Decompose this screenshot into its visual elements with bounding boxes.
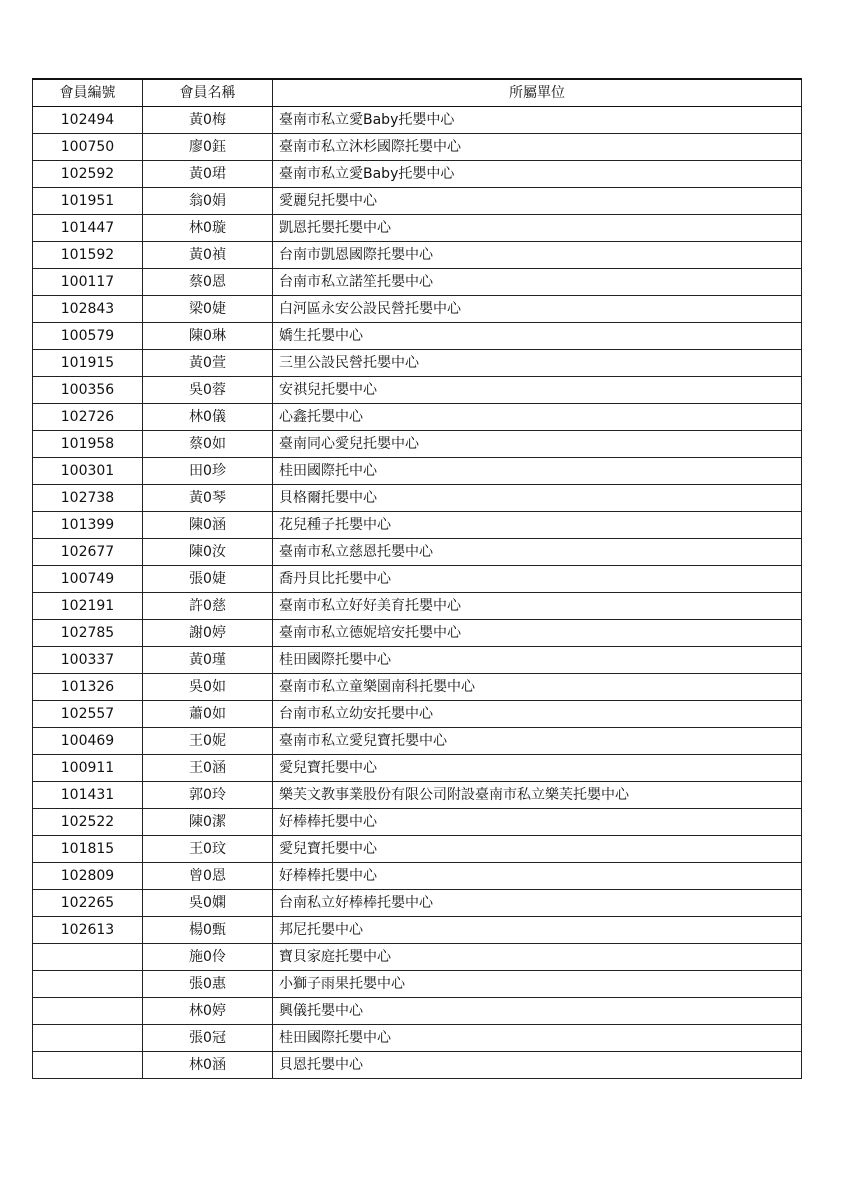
affiliated-unit-cell: 心鑫托嬰中心	[273, 404, 802, 431]
member-name-cell: 黃0瑾	[143, 647, 273, 674]
member-id-cell: 102191	[33, 593, 143, 620]
member-name-cell: 林0璇	[143, 215, 273, 242]
affiliated-unit-cell: 邦尼托嬰中心	[273, 917, 802, 944]
table-row	[33, 701, 802, 728]
member-name-cell: 陳0汝	[143, 539, 273, 566]
member-id-cell: 100337	[33, 647, 143, 674]
member-name-cell: 王0玟	[143, 836, 273, 863]
table-row	[33, 944, 802, 971]
affiliated-unit-cell: 好棒棒托嬰中心	[273, 863, 802, 890]
member-name-cell: 吳0如	[143, 674, 273, 701]
affiliated-unit-cell: 桂田國際托嬰中心	[273, 1025, 802, 1052]
member-id-cell	[33, 944, 143, 971]
member-name-cell: 黃0琴	[143, 485, 273, 512]
affiliated-unit-cell: 臺南市私立童樂園南科托嬰中心	[273, 674, 802, 701]
header-row	[33, 79, 802, 107]
member-id-cell: 102265	[33, 890, 143, 917]
member-id-cell: 102522	[33, 809, 143, 836]
table-row	[33, 107, 802, 134]
member-id-cell: 102613	[33, 917, 143, 944]
table-row	[33, 593, 802, 620]
member-name-cell: 梁0婕	[143, 296, 273, 323]
affiliated-unit-cell: 愛兒寶托嬰中心	[273, 836, 802, 863]
member-name-cell: 郭0玲	[143, 782, 273, 809]
affiliated-unit-cell: 樂芙文教事業股份有限公司附設臺南市私立樂芙托嬰中心	[273, 782, 802, 809]
table-row	[33, 620, 802, 647]
affiliated-unit-cell: 寶貝家庭托嬰中心	[273, 944, 802, 971]
member-name-cell: 蕭0如	[143, 701, 273, 728]
affiliated-unit-cell: 愛麗兒托嬰中心	[273, 188, 802, 215]
table-row	[33, 782, 802, 809]
member-id-cell	[33, 971, 143, 998]
member-id-cell: 101915	[33, 350, 143, 377]
member-id-cell: 100301	[33, 458, 143, 485]
member-id-cell	[33, 1025, 143, 1052]
table-row	[33, 863, 802, 890]
affiliated-unit-cell: 桂田國際托中心	[273, 458, 802, 485]
member-name-cell: 張0婕	[143, 566, 273, 593]
member-name-cell: 曾0恩	[143, 863, 273, 890]
affiliated-unit-cell: 桂田國際托嬰中心	[273, 647, 802, 674]
member-id-cell: 102785	[33, 620, 143, 647]
member-name-cell: 蔡0恩	[143, 269, 273, 296]
affiliated-unit-cell: 愛兒寶托嬰中心	[273, 755, 802, 782]
affiliated-unit-cell: 三里公設民營托嬰中心	[273, 350, 802, 377]
member-id-cell	[33, 998, 143, 1025]
affiliated-unit-cell: 台南市私立諾笙托嬰中心	[273, 269, 802, 296]
member-id-cell: 100117	[33, 269, 143, 296]
table-row	[33, 269, 802, 296]
affiliated-unit-cell: 台南私立好棒棒托嬰中心	[273, 890, 802, 917]
table-row	[33, 755, 802, 782]
affiliated-unit-cell: 好棒棒托嬰中心	[273, 809, 802, 836]
member-name-cell: 張0惠	[143, 971, 273, 998]
table-row	[33, 431, 802, 458]
table-row	[33, 674, 802, 701]
member-id-cell: 101958	[33, 431, 143, 458]
member-id-cell: 102592	[33, 161, 143, 188]
member-id-cell: 102677	[33, 539, 143, 566]
member-name-cell: 吳0蓉	[143, 377, 273, 404]
affiliated-unit-cell: 臺南市私立德妮培安托嬰中心	[273, 620, 802, 647]
table-row	[33, 188, 802, 215]
affiliated-unit-cell: 嬌生托嬰中心	[273, 323, 802, 350]
table-row	[33, 1052, 802, 1079]
member-name-cell: 王0妮	[143, 728, 273, 755]
affiliated-unit-cell: 台南市私立幼安托嬰中心	[273, 701, 802, 728]
member-name-cell: 林0儀	[143, 404, 273, 431]
member-name-cell: 陳0潔	[143, 809, 273, 836]
member-id-cell: 101431	[33, 782, 143, 809]
member-id-cell: 102726	[33, 404, 143, 431]
member-table	[32, 78, 802, 1079]
table-row	[33, 836, 802, 863]
member-name-cell: 陳0涵	[143, 512, 273, 539]
member-id-cell: 101326	[33, 674, 143, 701]
affiliated-unit-cell: 臺南市私立愛兒寶托嬰中心	[273, 728, 802, 755]
member-name-cell: 許0慈	[143, 593, 273, 620]
table-row	[33, 404, 802, 431]
member-id-cell: 100750	[33, 134, 143, 161]
member-id-cell: 101592	[33, 242, 143, 269]
table-row	[33, 350, 802, 377]
affiliated-unit-cell: 花兒種子托嬰中心	[273, 512, 802, 539]
member-id-cell: 100749	[33, 566, 143, 593]
table-row	[33, 512, 802, 539]
member-id-cell	[33, 1052, 143, 1079]
table-row	[33, 647, 802, 674]
member-name-cell: 田0珍	[143, 458, 273, 485]
table-row	[33, 539, 802, 566]
member-id-cell: 101399	[33, 512, 143, 539]
affiliated-unit-cell: 貝格爾托嬰中心	[273, 485, 802, 512]
table-row	[33, 377, 802, 404]
table-row	[33, 917, 802, 944]
table-row	[33, 458, 802, 485]
header-member-name: 會員名稱	[143, 79, 273, 107]
member-name-cell: 林0婷	[143, 998, 273, 1025]
affiliated-unit-cell: 安祺兒托嬰中心	[273, 377, 802, 404]
affiliated-unit-cell: 臺南市私立愛Baby托嬰中心	[273, 161, 802, 188]
affiliated-unit-cell: 白河區永安公設民營托嬰中心	[273, 296, 802, 323]
member-name-cell: 張0冠	[143, 1025, 273, 1052]
table-row	[33, 134, 802, 161]
affiliated-unit-cell: 小獅子雨果托嬰中心	[273, 971, 802, 998]
table-row	[33, 890, 802, 917]
table-row	[33, 809, 802, 836]
member-id-cell: 101447	[33, 215, 143, 242]
table-row	[33, 728, 802, 755]
affiliated-unit-cell: 臺南同心愛兒托嬰中心	[273, 431, 802, 458]
member-id-cell: 102809	[33, 863, 143, 890]
member-id-cell: 102494	[33, 107, 143, 134]
member-id-cell: 102738	[33, 485, 143, 512]
member-name-cell: 黃0禎	[143, 242, 273, 269]
member-name-cell: 黃0梅	[143, 107, 273, 134]
member-id-cell: 100911	[33, 755, 143, 782]
member-name-cell: 陳0琳	[143, 323, 273, 350]
member-id-cell: 102557	[33, 701, 143, 728]
member-id-cell: 100469	[33, 728, 143, 755]
member-id-cell: 101815	[33, 836, 143, 863]
member-name-cell: 施0伶	[143, 944, 273, 971]
table-row	[33, 215, 802, 242]
member-name-cell: 林0涵	[143, 1052, 273, 1079]
member-name-cell: 黃0珺	[143, 161, 273, 188]
member-id-cell: 102843	[33, 296, 143, 323]
member-id-cell: 101951	[33, 188, 143, 215]
table-row	[33, 242, 802, 269]
affiliated-unit-cell: 臺南市私立沐杉國際托嬰中心	[273, 134, 802, 161]
affiliated-unit-cell: 臺南市私立慈恩托嬰中心	[273, 539, 802, 566]
affiliated-unit-cell: 臺南市私立愛Baby托嬰中心	[273, 107, 802, 134]
affiliated-unit-cell: 凱恩托嬰托嬰中心	[273, 215, 802, 242]
table-row	[33, 971, 802, 998]
affiliated-unit-cell: 喬丹貝比托嬰中心	[273, 566, 802, 593]
member-id-cell: 100579	[33, 323, 143, 350]
member-name-cell: 蔡0如	[143, 431, 273, 458]
table-row	[33, 296, 802, 323]
table-row	[33, 323, 802, 350]
member-id-cell: 100356	[33, 377, 143, 404]
table-body	[33, 107, 802, 1079]
affiliated-unit-cell: 興儀托嬰中心	[273, 998, 802, 1025]
header-affiliated-unit: 所屬單位	[273, 79, 802, 107]
member-name-cell: 楊0甄	[143, 917, 273, 944]
member-name-cell: 黃0萱	[143, 350, 273, 377]
member-name-cell: 吳0嫻	[143, 890, 273, 917]
table-row	[33, 485, 802, 512]
table-row	[33, 566, 802, 593]
member-name-cell: 王0涵	[143, 755, 273, 782]
affiliated-unit-cell: 臺南市私立好好美育托嬰中心	[273, 593, 802, 620]
table-row	[33, 161, 802, 188]
header-member-id: 會員編號	[33, 79, 143, 107]
affiliated-unit-cell: 台南市凱恩國際托嬰中心	[273, 242, 802, 269]
member-name-cell: 廖0鈺	[143, 134, 273, 161]
table-row	[33, 998, 802, 1025]
member-name-cell: 翁0娟	[143, 188, 273, 215]
table-header	[33, 79, 802, 107]
table-row	[33, 1025, 802, 1052]
affiliated-unit-cell: 貝恩托嬰中心	[273, 1052, 802, 1079]
member-name-cell: 謝0婷	[143, 620, 273, 647]
